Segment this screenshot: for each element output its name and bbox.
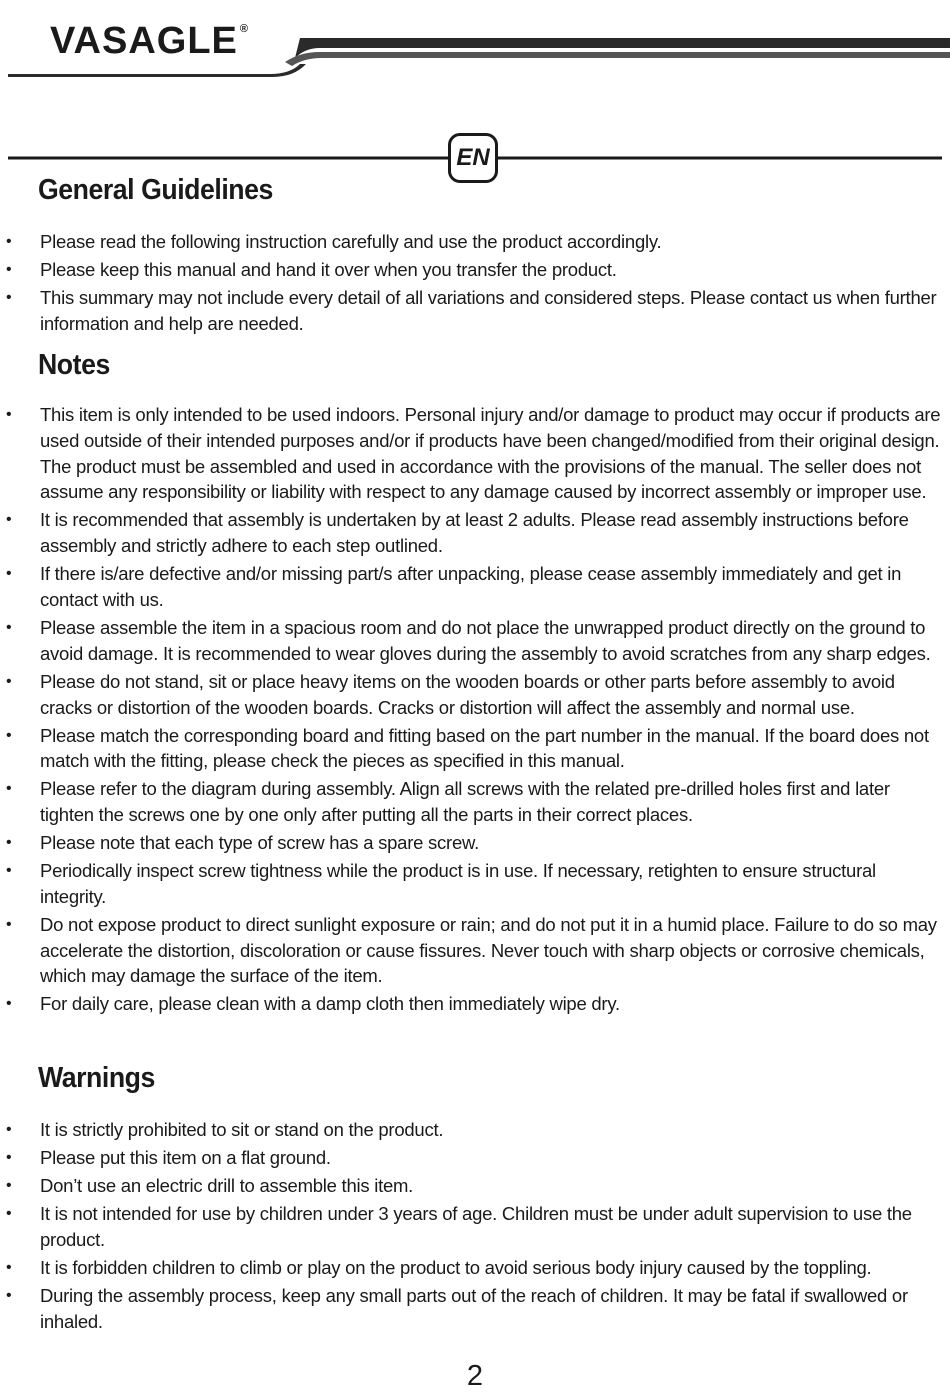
bullet-icon: • <box>6 511 12 529</box>
list-item <box>0 1255 950 1281</box>
page-number: 2 <box>466 1360 484 1392</box>
list-item <box>0 723 950 775</box>
list-item-text: Please keep this manual and hand it over when you transfer the product. <box>40 258 617 280</box>
list-item <box>0 615 950 667</box>
bullet-icon: • <box>6 1148 12 1166</box>
list-item-text: It is strictly prohibited to sit or stand on the product. <box>40 1119 444 1140</box>
bullet-icon: • <box>6 915 12 933</box>
bullet-icon: • <box>6 672 12 690</box>
list-item-text: Please note that each type of screw has a spare screw. <box>40 832 479 854</box>
bullet-icon: • <box>6 288 12 306</box>
bullet-icon: • <box>6 862 12 880</box>
general-guidelines-list <box>0 229 950 339</box>
list-item-text: It is recommended that assembly is undertaken by at least 2 adults. Please read assembly instructions before assembly and strictly adhere to each step outlined. <box>40 509 909 557</box>
bullet-icon: • <box>6 618 12 636</box>
bullet-icon: • <box>6 260 12 278</box>
list-item <box>0 561 950 613</box>
list-item <box>0 1173 950 1199</box>
list-item <box>0 1201 950 1253</box>
brand-logo <box>50 22 249 60</box>
list-item <box>0 830 950 856</box>
bullet-icon: • <box>6 406 12 423</box>
registered-mark: ® <box>239 23 249 35</box>
header-band <box>0 0 950 90</box>
bullet-icon: • <box>6 1176 12 1194</box>
list-item <box>0 257 950 283</box>
list-item-text: During the assembly process, keep any small parts out of the reach of children. It may be fatal if swallowed or inhaled. <box>40 1284 908 1332</box>
list-item-text: Please refer to the diagram during assembly. Align all screws with the related pre-drilled holes first and later tighten the screws one by one only after putting all the parts in their correct places. <box>40 778 890 826</box>
section-title-warnings: Warnings <box>38 1062 155 1094</box>
list-item <box>0 285 950 337</box>
bullet-icon: • <box>6 995 12 1013</box>
list-item <box>0 776 950 828</box>
notes-list <box>0 402 950 1019</box>
section-title-general-guidelines: General Guidelines <box>38 174 273 206</box>
list-item-text: This summary may not include every detail of all variations and considered steps. Please contact us when further information and help are needed. <box>40 286 937 334</box>
bullet-icon: • <box>6 834 12 852</box>
list-item <box>0 507 950 559</box>
list-item-text: For daily care, please clean with a damp cloth then immediately wipe dry. <box>40 993 620 1015</box>
list-item-text: It is forbidden children to climb or play on the product to avoid serious body injury caused by the toppling. <box>40 1256 872 1278</box>
warnings-list <box>0 1117 950 1337</box>
list-item <box>0 858 950 910</box>
list-item <box>0 1283 950 1335</box>
bullet-icon: • <box>6 1258 12 1276</box>
brand-name: VASAGLE <box>50 20 238 62</box>
list-item-text: Do not expose product to direct sunlight exposure or rain; and do not put it in a humid place. Failure to do so may accelerate the distortion, discoloration or cause fissures. Never touch with sharp objects or corrosive chemicals, which may damage the surface of the item. <box>40 913 937 987</box>
section-title-notes: Notes <box>38 349 110 381</box>
bullet-icon: • <box>6 1286 12 1304</box>
list-item-text: Please put this item on a flat ground. <box>40 1146 331 1168</box>
list-item-text: Periodically inspect screw tightness while the product is in use. If necessary, retighten to ensure structural integrity. <box>40 860 876 907</box>
list-item-text: Please assemble the item in a spacious room and do not place the unwrapped product directly on the ground to avoid damage. It is recommended to wear gloves during the assembly to avoid scratches from any sharp edges. <box>40 616 931 664</box>
bullet-icon: • <box>6 565 12 583</box>
bullet-icon: • <box>6 726 12 744</box>
list-item-text: Please do not stand, sit or place heavy items on the wooden boards or other parts before assembly to avoid cracks or distortion of the wooden boards. Cracks or distortion will affect the assembly and normal use. <box>40 670 895 718</box>
bullet-icon: • <box>6 233 12 250</box>
list-item-text: It is not intended for use by children under 3 years of age. Children must be under adult supervision to use the product. <box>40 1202 912 1250</box>
list-item <box>0 669 950 721</box>
list-item <box>0 1117 950 1143</box>
list-item <box>0 229 950 255</box>
bullet-icon: • <box>6 1121 12 1138</box>
language-badge: EN <box>448 133 498 183</box>
list-item-text: This item is only intended to be used indoors. Personal injury and/or damage to product may occur if products are used outside of their intended purposes and/or if products have been changed/modified from their original design. The product must be assembled and used in accordance with the provisions of the manual. The seller does not assume any responsibility or liability with respect to any damage caused by incorrect assembly or improper use. <box>40 404 941 503</box>
list-item <box>0 991 950 1017</box>
list-item <box>0 402 950 505</box>
list-item-text: If there is/are defective and/or missing part/s after unpacking, please cease assembly immediately and get in contact with us. <box>40 563 902 610</box>
list-item <box>0 1145 950 1171</box>
list-item <box>0 912 950 989</box>
bullet-icon: • <box>6 1204 12 1222</box>
list-item-text: Please match the corresponding board and fitting based on the part number in the manual. If the board does not match with the fitting, please check the pieces as specified in this manual. <box>40 724 929 772</box>
list-item-text: Don’t use an electric drill to assemble this item. <box>40 1174 414 1196</box>
bullet-icon: • <box>6 780 12 798</box>
list-item-text: Please read the following instruction carefully and use the product accordingly. <box>40 231 662 252</box>
